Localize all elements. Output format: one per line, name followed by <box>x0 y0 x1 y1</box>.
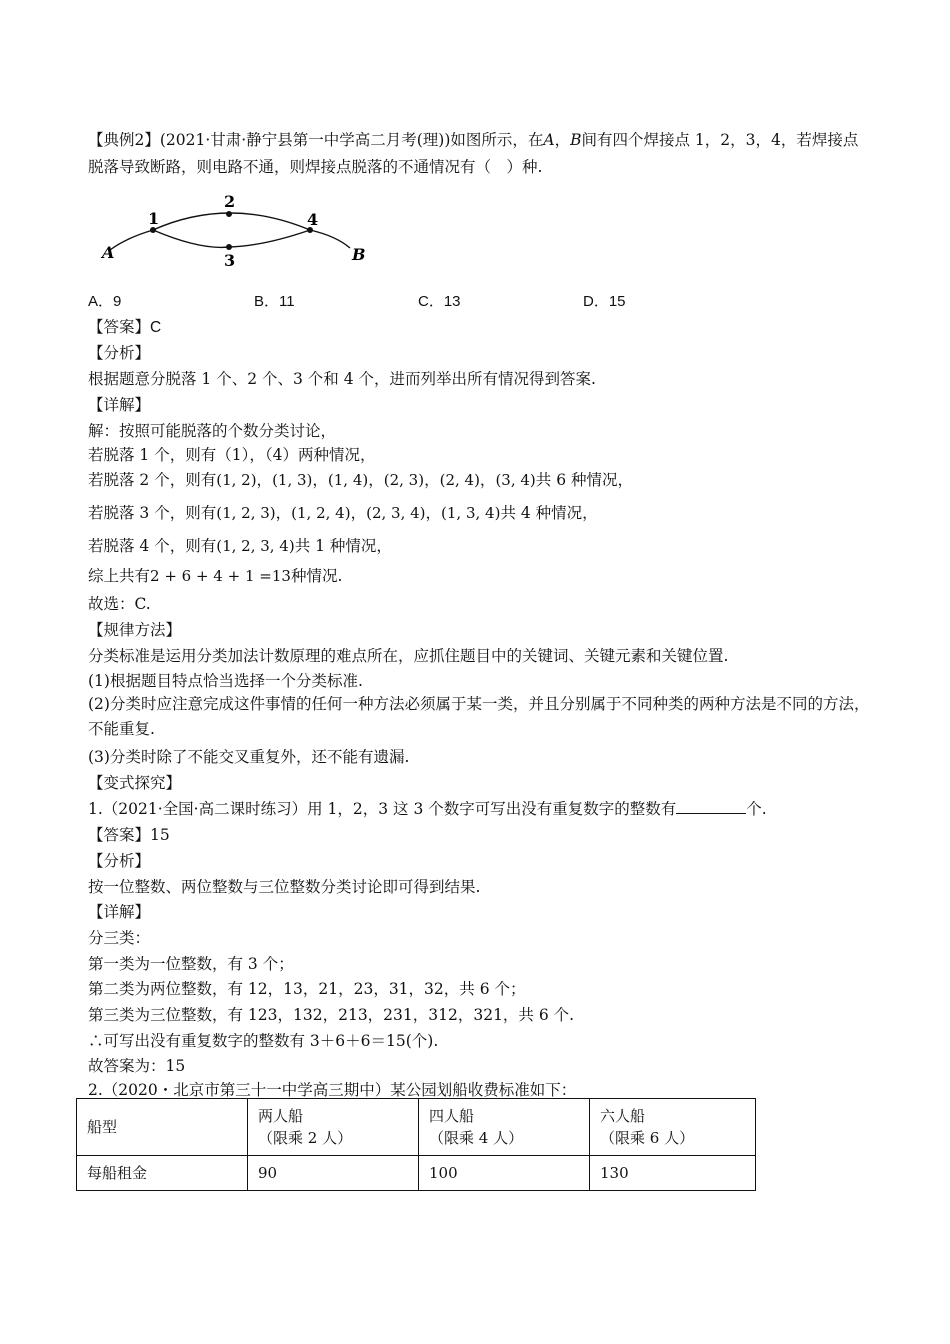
var-b: B <box>570 131 582 149</box>
detail-text: 若脱落 2 个，则有 <box>88 471 217 489</box>
table-cell <box>419 1099 590 1156</box>
example2-analysis-label: 【分析】 <box>88 344 151 362</box>
set-item: (1, 2, 4) <box>291 504 351 522</box>
set-item: (1, 2, 3, 4) <box>216 537 295 555</box>
boat-type-limit: （限乘 4 人） <box>429 1129 524 1147</box>
variant1-detail-1: 分三类： <box>88 929 151 947</box>
table-row <box>77 1156 756 1191</box>
label-3: 3 <box>224 251 236 270</box>
question-text: 间有四个焊接点 1，2，3，4，若焊接点 <box>581 131 859 149</box>
variant1-analysis-label: 【分析】 <box>88 852 151 870</box>
variant1-detail-label: 【详解】 <box>88 903 151 921</box>
variant1-detail-4: 第三类为三位整数，有 123，132，213，231，312，321，共 6 个. <box>88 1006 575 1024</box>
option-letter: D． <box>583 293 609 310</box>
example2-detail-2: 若脱落 1 个，则有（1），（4）两种情况， <box>88 446 376 464</box>
table-cell <box>248 1099 419 1156</box>
method-label: 【规律方法】 <box>88 621 182 639</box>
detail-text: 种情况. <box>290 567 343 585</box>
set-item: (2, 4) <box>439 471 480 489</box>
set-item: (2, 3, 4) <box>366 504 426 522</box>
fee-table <box>76 1098 756 1191</box>
table-row-head: 每船租金 <box>77 1156 248 1191</box>
option-value: 11 <box>279 293 295 310</box>
example2-question-line1 <box>88 129 870 151</box>
set-item: (1, 3, 4) <box>441 504 501 522</box>
boat-type-name: 六人船 <box>600 1107 646 1125</box>
answer-label: 【答案】 <box>88 318 151 336</box>
detail-text: 共 6 种情况， <box>535 471 633 489</box>
method-4: (3)分类时除了不能交叉重复外，还不能有遗漏. <box>88 748 410 766</box>
wire-a-1 <box>110 230 153 250</box>
variant-label: 【变式探究】 <box>88 774 182 792</box>
table-cell: 130 <box>590 1156 756 1191</box>
example2-detail-label: 【详解】 <box>88 396 151 414</box>
example2-detail-1: 解：按照可能脱落的个数分类讨论， <box>88 422 337 440</box>
option-b <box>254 290 295 311</box>
circuit-diagram <box>96 188 386 274</box>
variant1-detail-3: 第二类为两位整数，有 12，13，21，23，31，32，共 6 个； <box>88 980 526 998</box>
set-item: (2, 3) <box>383 471 425 489</box>
question-text: 1.（2021·全国·高二课时练习）用 1，2，3 这 3 个数字可写出没有重复数字的整数有 <box>88 800 677 818</box>
answer-label: 【答案】 <box>88 826 151 844</box>
table-cell <box>590 1099 756 1156</box>
set-item: (1, 2) <box>216 471 257 489</box>
detail-text: 共 1 种情况， <box>294 537 392 555</box>
method-2: (1)根据题目特点恰当选择一个分类标准. <box>88 672 363 690</box>
variant1-question <box>88 798 870 820</box>
example2-detail-4: 若脱落 3 个，则有(1, 2, 3)，(1, 2, 4)，(2, 3, 4)，(1, 3, 4)共 4 种情况， <box>88 504 598 522</box>
option-d <box>583 290 626 311</box>
question-sep: ， <box>554 131 571 149</box>
option-a <box>88 290 121 311</box>
table-cell: 90 <box>248 1156 419 1191</box>
variant2-question: 2.（2020・北京市第三十一中学高三期中）某公园划船收费标准如下： <box>88 1081 577 1099</box>
table-cell: 100 <box>419 1156 590 1191</box>
set-item: (1, 3) <box>272 471 313 489</box>
question-text: 个. <box>746 800 767 818</box>
wire-lower <box>153 230 310 247</box>
detail-text: 若脱落 4 个，则有 <box>88 537 217 555</box>
example2-analysis: 根据题意分脱落 1 个、2 个、3 个和 4 个，进而列举出所有情况得到答案. <box>88 370 596 388</box>
boat-type-name: 四人船 <box>429 1107 475 1125</box>
answer-value: 15 <box>150 826 170 844</box>
example2-question-line2: 脱落导致断路，则电路不通，则焊接点脱落的不通情况有（ ）种. <box>88 158 543 176</box>
detail-text: 共 4 种情况， <box>500 504 598 522</box>
label-a: A <box>102 243 115 262</box>
example2-detail-3: 若脱落 2 个，则有(1, 2)，(1, 3)，(1, 4)，(2, 3)，(2, 4)，(3, 4)共 6 种情况， <box>88 471 633 489</box>
example2-tag: 【典例2】 <box>88 131 160 149</box>
label-2: 2 <box>224 192 236 211</box>
variant1-answer <box>88 824 870 846</box>
option-c <box>418 290 461 311</box>
example2-detail-7: 故选：C. <box>88 595 151 613</box>
variant1-detail-5: ∴可写出没有重复数字的整数有 3＋6＋6＝15(个). <box>88 1032 439 1050</box>
table-row <box>77 1099 756 1156</box>
answer-value: C <box>150 319 162 336</box>
example2-detail-5 <box>88 535 870 557</box>
label-1: 1 <box>148 209 160 228</box>
boat-type-limit: （限乘 6 人） <box>600 1129 695 1147</box>
example2-detail-6 <box>88 565 870 587</box>
example2-source: (2021·甘肃·静宁县第一中学高二月考(理)) <box>159 131 451 149</box>
var-a: A <box>543 131 555 149</box>
table-row-head: 船型 <box>77 1099 248 1156</box>
boat-type-name: 两人船 <box>258 1107 304 1125</box>
option-value: 13 <box>443 293 461 310</box>
method-3: (2)分类时应注意完成这件事情的任何一种方法必须属于某一类，并且分别属于不同种类的两种方法是不同的方法，不能重复. <box>88 695 870 738</box>
set-item: (1, 4) <box>327 471 369 489</box>
junction-point-2 <box>226 211 232 217</box>
option-letter: B． <box>254 293 280 310</box>
option-letter: C． <box>418 293 444 310</box>
detail-text: 综上共有 <box>88 567 151 585</box>
set-item: (3, 4) <box>495 471 536 489</box>
variant1-detail-6: 故答案为：15 <box>88 1057 186 1075</box>
sum-expression: 2 + 6 + 4 + 1 =13 <box>150 567 291 585</box>
junction-point-3 <box>226 244 232 250</box>
option-value: 9 <box>113 293 122 310</box>
boat-type-limit: （限乘 2 人） <box>258 1129 353 1147</box>
question-text: 如图所示，在 <box>450 131 544 149</box>
answer-blank <box>676 799 746 814</box>
option-value: 15 <box>608 293 626 310</box>
method-1: 分类标准是运用分类加法计数原理的难点所在，应抓住题目中的关键词、关键元素和关键位置. <box>88 647 729 665</box>
variant1-analysis: 按一位整数、两位整数与三位整数分类讨论即可得到结果. <box>88 878 481 896</box>
option-letter: A． <box>88 293 114 310</box>
detail-text: 若脱落 3 个，则有 <box>88 504 217 522</box>
variant1-detail-2: 第一类为一位整数，有 3 个； <box>88 955 294 973</box>
label-4: 4 <box>307 210 319 229</box>
set-item: (1, 2, 3) <box>216 504 276 522</box>
wire-4-b <box>310 230 350 248</box>
label-b: B <box>352 245 366 264</box>
example2-answer <box>88 316 870 339</box>
